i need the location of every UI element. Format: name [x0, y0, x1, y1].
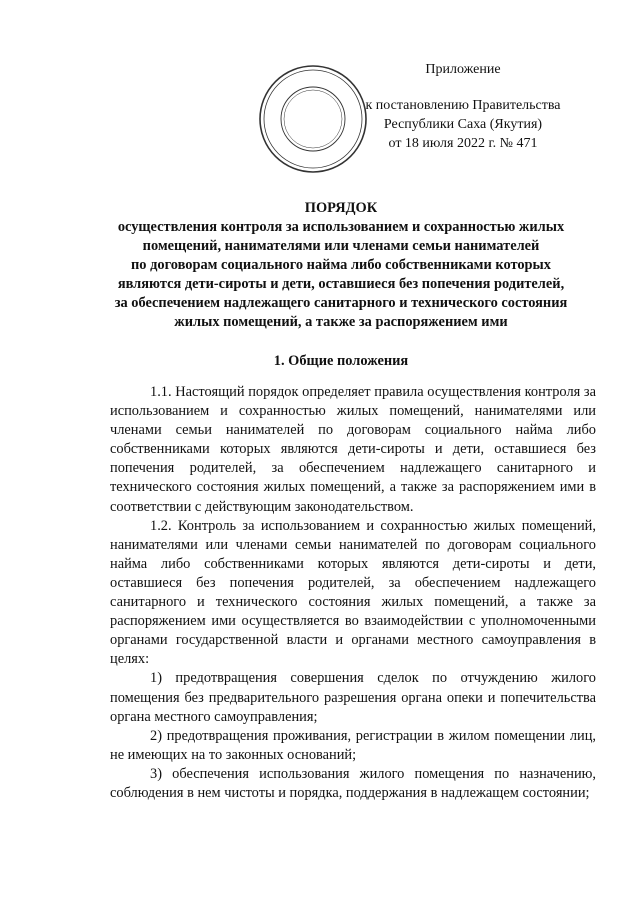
title-line: за обеспечением надлежащего санитарного и технического состояния: [114, 295, 568, 311]
list-item-1: 1) предотвращения совершения сделок по отчуждению жилого помещения без предварительного разрешения органа опеки и попечительства органа местного самоуправления;: [110, 670, 596, 725]
paragraph-1-1: 1.1. Настоящий порядок определяет правила осуществления контроля за использованием и сохранностью жилых помещений, нанимателями или членами семьи нанимателей по договорам социального найма либо собственниками которых являются дети-сироты и дети, оставшиеся без попечения родителей, за обеспечением надлежащего санитарного и технического состояния жилых помещений, а также за распоряжением ими в соответствии с действующим законодательством.: [110, 384, 596, 515]
list-item-3: 3) обеспечения использования жилого помещения по назначению, соблюдения в нем чистоты и порядка, поддержания в надлежащем состоянии;: [110, 765, 596, 801]
document-title: [80, 199, 602, 332]
section-heading: 1. Общие положения: [273, 353, 409, 369]
appendix-line-3: от 18 июля 2022 г. № 471: [388, 136, 538, 151]
title-line: являются дети-сироты и дети, оставшиеся без попечения родителей,: [117, 276, 565, 292]
title-line: осуществления контроля за использованием и сохранностью жилых: [117, 219, 565, 235]
paragraph-1-2: 1.2. Контроль за использованием и сохранностью жилых помещений, нанимателями или членами семьи нанимателей по договорам социального найма либо собственниками которых являются дети-сироты и дети, оставшиеся без попечения родителей, за обеспечением надлежащего санитарного и технического состояния жилых помещений, а также за распоряжением ими осуществляется во взаимодействии с уполномоченными органами государственной власти и органами местного самоуправления в целях:: [110, 517, 596, 668]
title-line: по договорам социального найма либо собственниками которых: [131, 257, 551, 273]
title-line: жилых помещений, а также за распоряжением ими: [174, 314, 508, 330]
section-body: [110, 383, 596, 803]
appendix-line-1: к постановлению Правительства: [365, 98, 561, 113]
appendix-block: [350, 60, 576, 153]
appendix-title: Приложение: [425, 62, 501, 77]
title-line: помещений, нанимателями или членами семьи нанимателей: [142, 238, 540, 254]
appendix-line-2: Республики Саха (Якутия): [383, 117, 543, 132]
list-item-2: 2) предотвращения проживания, регистрации в жилом помещении лиц, не имеющих на то законных оснований;: [110, 727, 596, 763]
title-heading: ПОРЯДОК: [304, 200, 378, 216]
